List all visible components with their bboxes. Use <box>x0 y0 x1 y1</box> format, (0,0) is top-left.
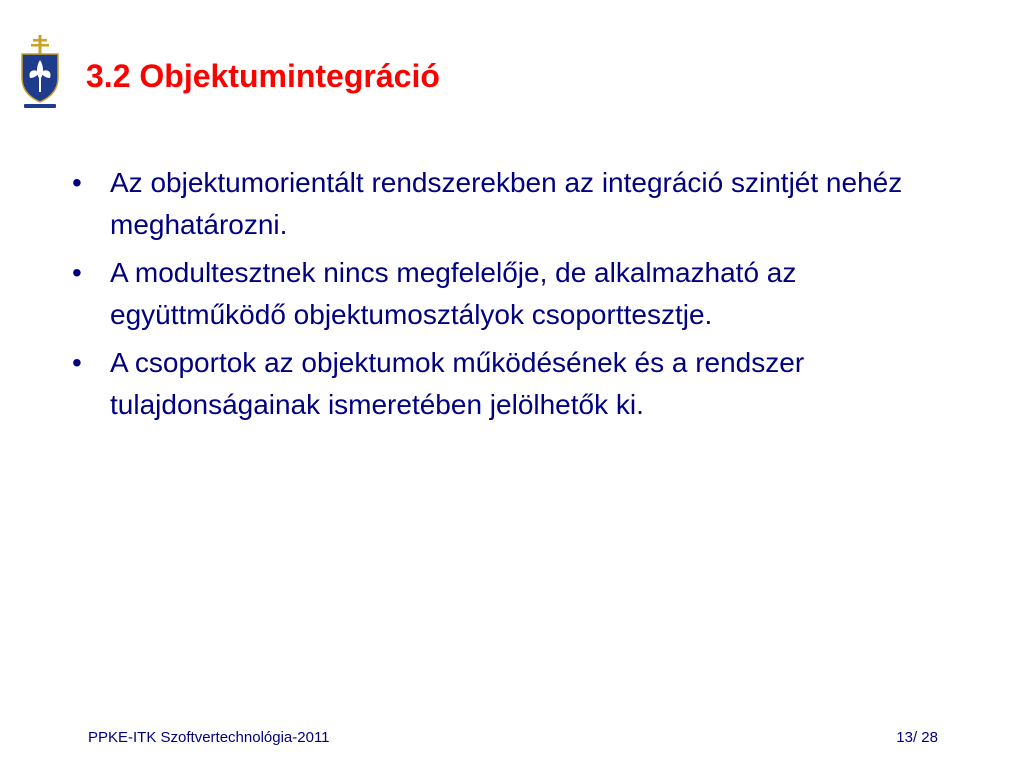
bullet-text: A modultesztnek nincs megfelelője, de alkalmazható az együttműködő objektumosztályok csoporttesztje. <box>110 257 797 330</box>
bullet-list <box>72 162 972 432</box>
university-crest-icon <box>18 34 62 110</box>
bullet-text: A csoportok az objektumok működésének és a rendszer tulajdonságainak ismeretében jelölhetők ki. <box>110 347 805 420</box>
slide-title: 3.2 Objektumintegráció <box>86 58 440 94</box>
bullet-icon: • <box>72 347 82 378</box>
bullet-item <box>72 342 972 426</box>
bullet-item <box>72 252 972 336</box>
bullet-text: Az objektumorientált rendszerekben az integráció szintjét nehéz meghatározni. <box>110 167 903 240</box>
footer-page-number: 13/ 28 <box>896 729 938 746</box>
bullet-icon: • <box>72 257 82 288</box>
footer-course: PPKE-ITK Szoftvertechnológia-2011 <box>88 729 330 746</box>
bullet-item <box>72 162 972 246</box>
bullet-icon: • <box>72 167 82 198</box>
